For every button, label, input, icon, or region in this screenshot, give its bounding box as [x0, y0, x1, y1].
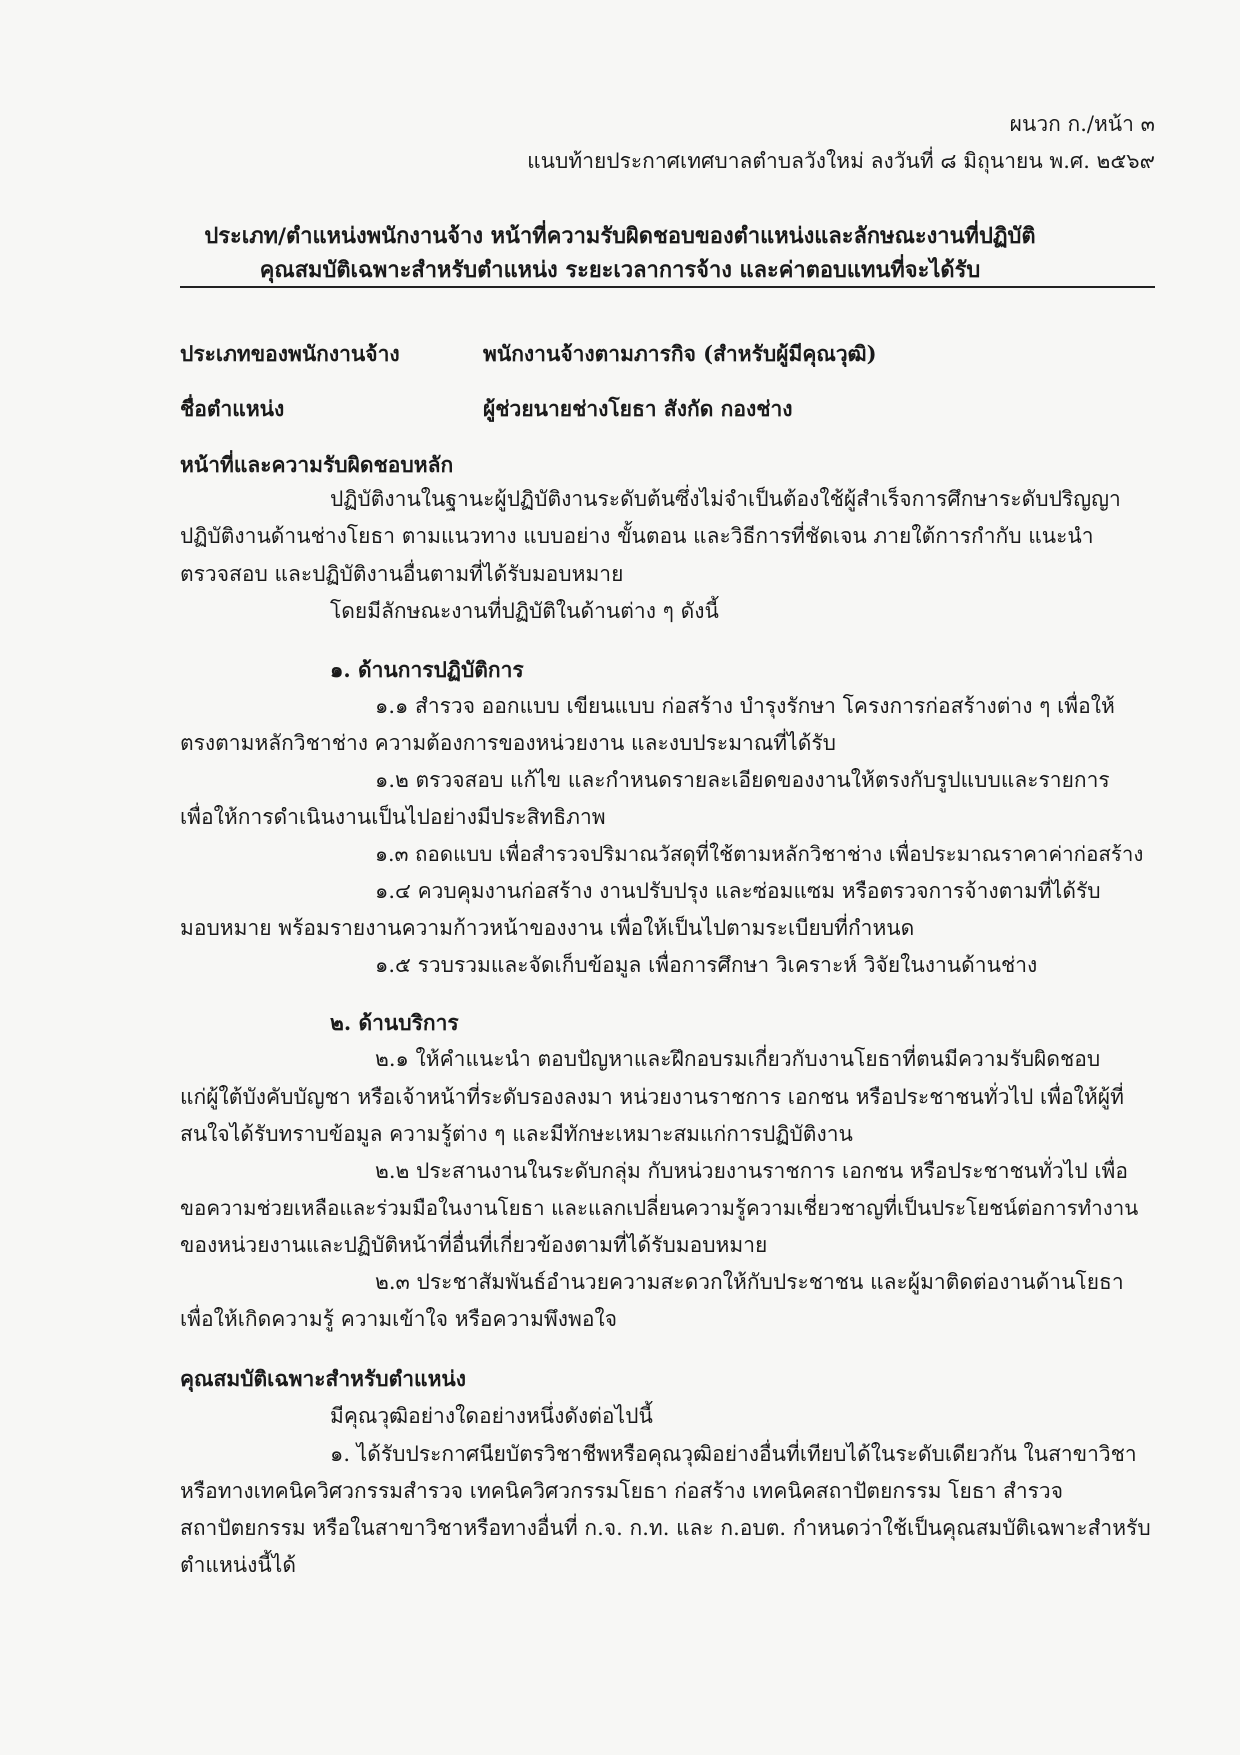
- duties-heading: หน้าที่และความรับผิดชอบหลัก: [180, 452, 454, 477]
- attachment-note: แนบท้ายประกาศเทศบาลตำบลวังใหม่ ลงวันที่ ๘ มิถุนายน พ.ศ. ๒๕๖๙: [527, 149, 1155, 173]
- duties-paragraph-line: ปฏิบัติงานในฐานะผู้ปฏิบัติงานระดับต้นซึ่งไม่จำเป็นต้องใช้ผู้สำเร็จการศึกษาระดับปริญญา: [330, 487, 1121, 511]
- document-title-line1: ประเภท/ตำแหน่งพนักงานจ้าง หน้าที่ความรับผิดชอบของตำแหน่งและลักษณะงานที่ปฏิบัติ: [204, 223, 1036, 249]
- qualification-item-line: ๑. ได้รับประกาศนียบัตรวิชาชีพหรือคุณวุฒิอย่างอื่นที่เทียบได้ในระดับเดียวกัน ในสาขาวิชา: [330, 1442, 1137, 1466]
- section1-item-line: ๑.๑ สำรวจ ออกแบบ เขียนแบบ ก่อสร้าง บำรุงรักษา โครงการก่อสร้างต่าง ๆ เพื่อให้: [375, 694, 1115, 718]
- qualification-item-line: สถาปัตยกรรม หรือในสาขาวิชาหรือทางอื่นที่ ก.จ. ก.ท. และ ก.อบต. กำหนดว่าใช้เป็นคุณสมบัติเฉพาะสำหรับ: [180, 1516, 1151, 1540]
- employee-type-label: ประเภทของพนักงานจ้าง: [180, 341, 400, 366]
- duties-paragraph-line: ปฏิบัติงานด้านช่างโยธา ตามแนวทาง แบบอย่าง ขั้นตอน และวิธีการที่ชัดเจน ภายใต้การกำกับ แนะนำ: [180, 524, 1094, 548]
- duties-paragraph-line: ตรวจสอบ และปฏิบัติงานอื่นตามที่ได้รับมอบหมาย: [180, 562, 624, 586]
- section1-item-line: ตรงตามหลักวิชาช่าง ความต้องการของหน่วยงาน และงบประมาณที่ได้รับ: [180, 731, 836, 755]
- section1-item-line: ๑.๓ ถอดแบบ เพื่อสำรวจปริมาณวัสดุที่ใช้ตามหลักวิชาช่าง เพื่อประมาณราคาค่าก่อสร้าง: [375, 842, 1144, 866]
- qualifications-heading: คุณสมบัติเฉพาะสำหรับตำแหน่ง: [180, 1366, 467, 1391]
- position-value: ผู้ช่วยนายช่างโยธา สังกัด กองช่าง: [483, 396, 793, 421]
- position-label: ชื่อตำแหน่ง: [180, 396, 285, 421]
- section2-item-line: สนใจได้รับทราบข้อมูล ความรู้ต่าง ๆ และมีทักษะเหมาะสมแก่การปฏิบัติงาน: [180, 1122, 853, 1146]
- appendix-page-label: ผนวก ก./หน้า ๓: [1009, 112, 1155, 136]
- document-title-line2: คุณสมบัติเฉพาะสำหรับตำแหน่ง ระยะเวลาการจ้าง และค่าตอบแทนที่จะได้รับ: [259, 257, 981, 283]
- section1-item-line: ๑.๔ ควบคุมงานก่อสร้าง งานปรับปรุง และซ่อมแซม หรือตรวจการจ้างตามที่ได้รับ: [375, 879, 1101, 903]
- section2-item-line: ๒.๑ ให้คำแนะนำ ตอบปัญหาและฝึกอบรมเกี่ยวกับงานโยธาที่ตนมีความรับผิดชอบ: [375, 1047, 1101, 1071]
- section2-item-line: แก่ผู้ใต้บังคับบัญชา หรือเจ้าหน้าที่ระดับรองลงมา หน่วยงานราชการ เอกชน หรือประชาชนทั่วไป เพื่อให้ผู้ที่: [180, 1085, 1124, 1109]
- section2-item-line: ขอความช่วยเหลือและร่วมมือในงานโยธา และแลกเปลี่ยนความรู้ความเชี่ยวชาญที่เป็นประโยชน์ต่อการทำงาน: [180, 1196, 1139, 1220]
- employee-type-value: พนักงานจ้างตามภารกิจ (สำหรับผู้มีคุณวุฒิ): [483, 341, 877, 366]
- section2-item-line: ๒.๓ ประชาสัมพันธ์อำนวยความสะดวกให้กับประชาชน และผู้มาติดต่องานด้านโยธา: [375, 1270, 1124, 1294]
- duties-intro: โดยมีลักษณะงานที่ปฏิบัติในด้านต่าง ๆ ดังนี้: [330, 599, 719, 623]
- section2-item-line: เพื่อให้เกิดความรู้ ความเข้าใจ หรือความพึงพอใจ: [180, 1307, 618, 1331]
- section2-heading: ๒. ด้านบริการ: [330, 1010, 459, 1035]
- qualification-item-line: ตำแหน่งนี้ได้: [180, 1553, 296, 1577]
- section1-item-line: ๑.๒ ตรวจสอบ แก้ไข และกำหนดรายละเอียดของงานให้ตรงกับรูปแบบและรายการ: [375, 768, 1110, 792]
- section1-item-line: เพื่อให้การดำเนินงานเป็นไปอย่างมีประสิทธิภาพ: [180, 805, 606, 829]
- section1-item-line: ๑.๕ รวบรวมและจัดเก็บข้อมูล เพื่อการศึกษา วิเคราะห์ วิจัยในงานด้านช่าง: [375, 953, 1038, 977]
- title-underline: [180, 286, 1155, 288]
- section1-item-line: มอบหมาย พร้อมรายงานความก้าวหน้าของงาน เพื่อให้เป็นไปตามระเบียบที่กำหนด: [180, 916, 915, 940]
- section2-item-line: ๒.๒ ประสานงานในระดับกลุ่ม กับหน่วยงานราชการ เอกชน หรือประชาชนทั่วไป เพื่อ: [375, 1159, 1128, 1183]
- section1-heading: ๑. ด้านการปฏิบัติการ: [330, 657, 524, 682]
- qualification-item-line: หรือทางเทคนิควิศวกรรมสำรวจ เทคนิควิศวกรรมโยธา ก่อสร้าง เทคนิคสถาปัตยกรรม โยธา สำรวจ: [180, 1479, 1064, 1503]
- qualifications-intro: มีคุณวุฒิอย่างใดอย่างหนึ่งดังต่อไปนี้: [330, 1404, 653, 1428]
- section2-item-line: ของหน่วยงานและปฏิบัติหน้าที่อื่นที่เกี่ยวข้องตามที่ได้รับมอบหมาย: [180, 1233, 768, 1257]
